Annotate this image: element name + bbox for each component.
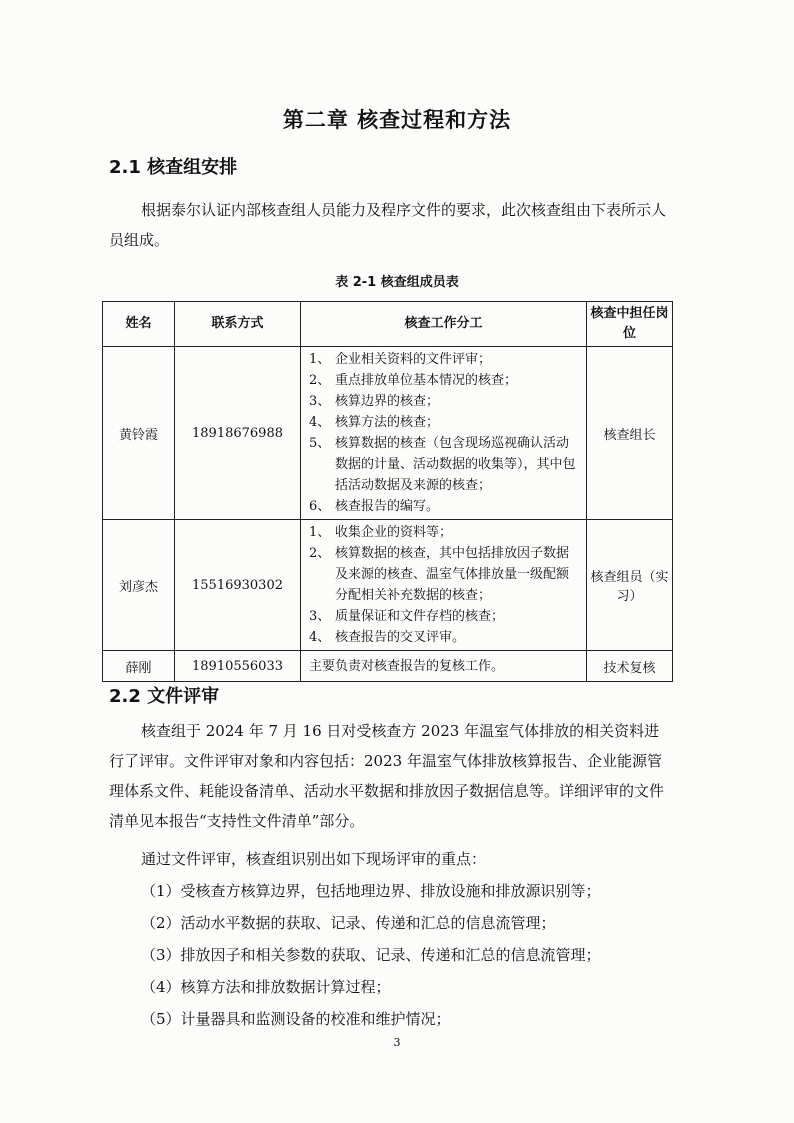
duty-item: 4、 核查报告的交叉评审。 xyxy=(309,630,466,645)
duty-item: 6、 核查报告的编写。 xyxy=(309,499,440,514)
header-duties: 核查工作分工 xyxy=(301,302,587,347)
section-2-2-paragraph-1: 核查组于 2024 年 7 月 16 日对受核查方 2023 年温室气体排放的相关资料进行了评审。文件评审对象和内容包括：2023 年温室气体排放核算报告、企业能源管理体系文件、耗能设备清单、活动水平数据和排放因子数据信息等。详细评审的文件清单见本报告“支持性文件清单”部分。 xyxy=(109,722,665,830)
duty-item: 1、 收集企业的资料等； xyxy=(309,525,453,540)
table-row xyxy=(103,520,673,651)
table-row xyxy=(103,651,673,682)
table-header-row xyxy=(103,302,673,347)
chapter-title: 第二章 核查过程和方法 xyxy=(282,108,512,132)
member-name: 黄铃霞 xyxy=(103,347,175,520)
duty-item: 主要负责对核查报告的复核工作。 xyxy=(309,658,505,674)
duty-item: 2、 核算数据的核查，其中包括排放因子数据及来源的核查、温室气体排放量一级配额分配相关补充数据的核查； xyxy=(309,546,570,603)
member-role: 技术复核 xyxy=(587,651,673,682)
table-row xyxy=(103,347,673,520)
member-role: 核查组长 xyxy=(587,347,673,520)
review-focus-item: （3）排放因子和相关参数的获取、记录、传递和汇总的信息流管理； xyxy=(141,946,601,964)
member-duties xyxy=(301,651,587,682)
header-contact: 联系方式 xyxy=(175,302,301,347)
header-name: 姓名 xyxy=(103,302,175,347)
member-name: 薛刚 xyxy=(103,651,175,682)
review-focus-item: （5）计量器具和监测设备的校准和维护情况； xyxy=(141,1010,451,1028)
member-contact: 18910556033 xyxy=(175,651,301,682)
member-contact: 15516930302 xyxy=(175,520,301,651)
team-members-table xyxy=(102,301,673,682)
section-2-1-paragraph: 根据泰尔认证内部核查组人员能力及程序文件的要求，此次核查组由下表所示人员组成。 xyxy=(109,201,667,249)
duty-item: 3、 核算边界的核查； xyxy=(309,394,440,409)
section-heading-2-2: 2.2 文件评审 xyxy=(109,686,220,707)
duty-item: 5、 核算数据的核查（包含现场巡视确认活动数据的计量、活动数据的收集等），其中包括活动数据及来源的核查； xyxy=(309,436,576,493)
page-number: 3 xyxy=(393,1036,401,1049)
duty-item: 3、 质量保证和文件存档的核查； xyxy=(309,609,505,624)
member-name: 刘彦杰 xyxy=(103,520,175,651)
member-role: 核查组员（实习） xyxy=(587,520,673,651)
review-focus-item: （2）活动水平数据的获取、记录、传递和汇总的信息流管理； xyxy=(141,914,556,932)
review-focus-item: （4）核算方法和排放数据计算过程； xyxy=(141,978,391,996)
member-duties xyxy=(301,520,587,651)
section-2-2-paragraph-2: 通过文件评审，核查组识别出如下现场评审的重点： xyxy=(141,850,487,868)
section-heading-2-1: 2.1 核查组安排 xyxy=(109,157,238,178)
duty-item: 1、 企业相关资料的文件评审； xyxy=(309,352,492,367)
table-caption: 表 2-1 核查组成员表 xyxy=(335,275,459,290)
member-contact: 18918676988 xyxy=(175,347,301,520)
duty-item: 2、 重点排放单位基本情况的核查； xyxy=(309,373,518,388)
header-role: 核查中担任岗位 xyxy=(587,302,673,347)
review-focus-item: （1）受核查方核算边界，包括地理边界、排放设施和排放源识别等； xyxy=(141,882,601,900)
duty-item: 4、 核算方法的核查； xyxy=(309,415,440,430)
member-duties xyxy=(301,347,587,520)
